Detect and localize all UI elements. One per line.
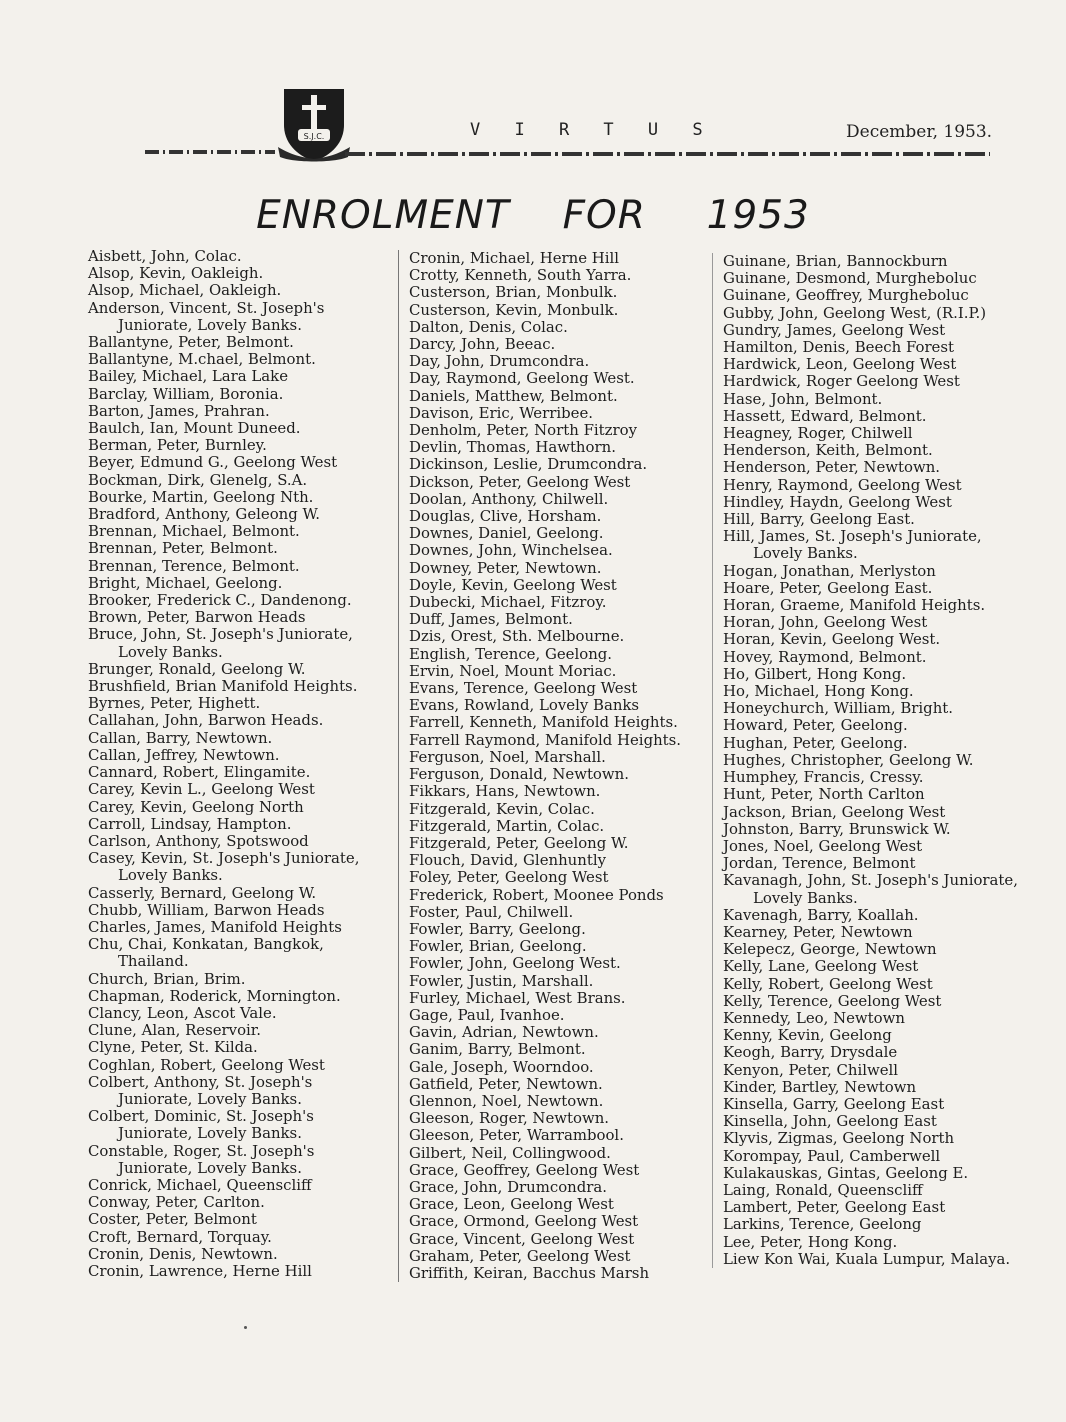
enrolment-entry: Fowler, Barry, Geelong. [409,919,586,938]
enrolment-entry: Hunt, Peter, North Carlton [723,785,925,804]
enrolment-entry: Dubecki, Michael, Fitzroy. [409,593,607,612]
enrolment-entry: Daniels, Matthew, Belmont. [409,386,618,405]
enrolment-entry: Colbert, Anthony, St. Joseph's Juniorate, Lovely Banks. [88,1072,318,1108]
enrolment-entry: English, Terence, Geelong. [409,644,613,663]
enrolment-entry: Ho, Gilbert, Hong Kong. [723,664,907,683]
enrolment-entry: Dzis, Orest, Sth. Melbourne. [409,627,625,646]
enrolment-entry: Kinder, Bartley, Newtown [723,1077,917,1096]
enrolment-entry: Horan, Kevin, Geelong West. [723,630,941,649]
enrolment-entry: Constable, Roger, St. Joseph's Juniorate, Lovely Banks. [88,1141,320,1177]
enrolment-entry: Jones, Noel, Geelong West [723,836,923,855]
enrolment-entry: Devlin, Thomas, Hawthorn. [409,438,616,457]
enrolment-entry: Downey, Peter, Newtown. [409,558,602,577]
masthead-title: V I R T U S [470,120,715,140]
enrolment-entry: Keogh, Barry, Drysdale [723,1043,898,1062]
enrolment-entry: Cronin, Denis, Newtown. [88,1244,278,1263]
enrolment-entry: Kennedy, Leo, Newtown [723,1008,905,1027]
enrolment-entry: Kenyon, Peter, Chilwell [723,1060,899,1079]
enrolment-entry: Kulakauskas, Gintas, Geelong E. [723,1163,969,1182]
enrolment-entry: Colbert, Dominic, St. Joseph's Juniorate, Lovely Banks. [88,1107,319,1143]
enrolment-entry: Laing, Ronald, Queenscliff [723,1180,923,1199]
enrolment-entry: Evans, Rowland, Lovely Banks [409,696,640,715]
enrolment-entry: Darcy, John, Beeac. [409,335,556,354]
enrolment-column-2 [398,250,709,1282]
enrolment-entry: Hardwick, Roger Geelong West [723,372,960,391]
enrolment-entry: Foster, Paul, Chilwell. [409,902,574,921]
enrolment-entry: Evans, Terence, Geelong West [409,679,638,698]
enrolment-entry: Chubb, William, Barwon Heads [88,900,325,919]
enrolment-entry: Kavenagh, Barry, Koallah. [723,905,919,924]
enrolment-entry: Brennan, Michael, Belmont. [88,522,300,541]
enrolment-entry: Aisbett, John, Colac. [88,247,242,265]
enrolment-entry: Klyvis, Zigmas, Geelong North [723,1129,955,1148]
svg-text:S.J.C.: S.J.C. [303,132,325,141]
enrolment-entry: Horan, John, Geelong West [723,613,928,632]
enrolment-column-3 [712,253,1023,1268]
enrolment-entry: Church, Brian, Brim. [88,969,246,988]
enrolment-entry: Grace, Ormond, Geelong West [409,1212,639,1231]
enrolment-entry: Clyne, Peter, St. Kilda. [88,1038,258,1057]
enrolment-entry: Hindley, Haydn, Geelong West [723,492,952,511]
enrolment-entry: Alsop, Michael, Oakleigh. [88,281,282,300]
enrolment-entry: Barclay, William, Boronia. [88,384,284,403]
enrolment-entry: Fowler, John, Geelong West. [409,954,621,973]
enrolment-entry: Grace, Geoffrey, Geelong West [409,1160,640,1179]
enrolment-entry: Alsop, Kevin, Oakleigh. [88,264,264,283]
enrolment-entry: Cronin, Michael, Herne Hill [409,249,620,267]
enrolment-entry: Bruce, John, St. Joseph's Juniorate, Lovely Banks. [88,625,358,661]
enrolment-entry: Doolan, Anthony, Chilwell. [409,489,609,508]
enrolment-entry: Ballantyne, Peter, Belmont. [88,333,294,352]
enrolment-entry: Hoare, Peter, Geelong East. [723,578,933,597]
enrolment-entry: Ferguson, Donald, Newtown. [409,765,629,784]
title-word-enrolment: ENROLMENT [256,193,510,238]
enrolment-entry: Downes, Daniel, Geelong. [409,524,604,543]
enrolment-entry: Howard, Peter, Geelong. [723,716,908,735]
enrolment-entry: Larkins, Terence, Geelong [723,1215,922,1234]
enrolment-entry: Barton, James, Prahran. [88,401,270,420]
enrolment-entry: Gale, Joseph, Woorndoo. [409,1057,594,1076]
enrolment-entry: Humphey, Francis, Cressy. [723,768,924,787]
enrolment-entry: Casey, Kevin, St. Joseph's Juniorate, Lovely Banks. [88,849,365,885]
enrolment-entry: Kelly, Terence, Geelong West [723,991,942,1010]
enrolment-entry: Henderson, Peter, Newtown. [723,458,941,477]
enrolment-entry: Kinsella, Garry, Geelong East [723,1094,945,1113]
enrolment-entry: Fitzgerald, Martin, Colac. [409,816,605,835]
enrolment-entry: Gubby, John, Geelong West, (R.I.P.) [723,303,987,322]
enrolment-entry: Hughan, Peter, Geelong. [723,733,908,752]
enrolment-entry: Bradford, Anthony, Geleong W. [88,505,320,524]
enrolment-entry: Coster, Peter, Belmont [88,1210,257,1229]
enrolment-entry: Downes, John, Winchelsea. [409,541,613,560]
enrolment-entry: Gilbert, Neil, Collingwood. [409,1143,611,1162]
enrolment-entry: Anderson, Vincent, St. Joseph's Juniorate, Lovely Banks. [88,298,330,334]
enrolment-entry: Cronin, Lawrence, Herne Hill [88,1261,312,1280]
enrolment-entry: Hughes, Christopher, Geelong W. [723,750,974,769]
page-speck [244,1326,247,1329]
enrolment-entry: Davison, Eric, Werribee. [409,403,594,422]
enrolment-entry: Ervin, Noel, Mount Moriac. [409,661,617,680]
enrolment-entry: Guinane, Geoffrey, Murgheboluc [723,286,969,305]
enrolment-entry: Baulch, Ian, Mount Duneed. [88,419,301,438]
enrolment-entry: Bourke, Martin, Geelong Nth. [88,487,314,506]
enrolment-entry: Ho, Michael, Hong Kong. [723,682,914,701]
enrolment-entry: Glennon, Noel, Newtown. [409,1091,604,1110]
enrolment-entry: Fowler, Brian, Geelong. [409,937,587,956]
enrolment-entry: Grace, Vincent, Geelong West [409,1229,635,1248]
enrolment-entry: Lambert, Peter, Geelong East [723,1198,946,1217]
enrolment-entry: Hill, Barry, Geelong East. [723,510,915,529]
enrolment-entry: Kelly, Robert, Geelong West [723,974,933,993]
page-header [0,0,1066,180]
enrolment-entry: Douglas, Clive, Horsham. [409,507,602,526]
header-rule-left [145,150,275,154]
enrolment-entry: Hamilton, Denis, Beech Forest [723,338,954,357]
enrolment-entry: Doyle, Kevin, Geelong West [409,575,617,594]
enrolment-entry: Griffith, Keiran, Bacchus Marsh [409,1263,650,1282]
enrolment-entry: Day, Raymond, Geelong West. [409,369,635,388]
enrolment-entry: Guinane, Desmond, Murgheboluc [723,269,977,288]
enrolment-entry: Flouch, David, Glenhuntly [409,851,607,870]
enrolment-entry: Hill, James, St. Joseph's Juniorate, Lovely Banks. [723,527,987,563]
title-word-for: FOR [562,193,646,238]
enrolment-entry: Callan, Barry, Newtown. [88,728,273,747]
enrolment-entry: Kelly, Lane, Geelong West [723,957,919,976]
enrolment-entry: Fikkars, Hans, Newtown. [409,782,601,801]
enrolment-entry: Fitzgerald, Kevin, Colac. [409,799,595,818]
enrolment-entry: Gavin, Adrian, Newtown. [409,1023,599,1042]
enrolment-entry: Bockman, Dirk, Glenelg, S.A. [88,470,308,489]
enrolment-entry: Fitzgerald, Peter, Geelong W. [409,833,629,852]
enrolment-entry: Fowler, Justin, Marshall. [409,971,594,990]
title-word-year: 1953 [706,193,810,238]
enrolment-entry: Clancy, Leon, Ascot Vale. [88,1003,277,1022]
enrolment-entry: Ballantyne, M.chael, Belmont. [88,350,316,369]
enrolment-entry: Callahan, John, Barwon Heads. [88,711,324,730]
enrolment-entry: Gage, Paul, Ivanhoe. [409,1005,565,1024]
enrolment-entry: Hase, John, Belmont. [723,389,883,408]
enrolment-entry: Custerson, Kevin, Monbulk. [409,300,619,319]
enrolment-entry: Carroll, Lindsay, Hampton. [88,814,292,833]
enrolment-entry: Dalton, Denis, Colac. [409,317,568,336]
enrolment-entry: Kavanagh, John, St. Joseph's Juniorate, Lovely Banks. [723,871,1023,907]
enrolment-entry: Lee, Peter, Hong Kong. [723,1232,898,1251]
enrolment-entry: Brennan, Terence, Belmont. [88,556,300,575]
enrolment-entry: Korompay, Paul, Camberwell [723,1146,941,1165]
enrolment-entry: Bright, Michael, Geelong. [88,573,283,592]
enrolment-entry: Jordan, Terence, Belmont [723,854,916,873]
enrolment-entry: Charles, James, Manifold Heights [88,917,342,936]
enrolment-entry: Crotty, Kenneth, South Yarra. [409,266,632,285]
enrolment-entry: Conrick, Michael, Queenscliff [88,1175,312,1194]
enrolment-entry: Hassett, Edward, Belmont. [723,406,927,425]
enrolment-entry: Heagney, Roger, Chilwell [723,424,913,443]
enrolment-entry: Jackson, Brian, Geelong West [723,802,946,821]
enrolment-entry: Gundry, James, Geelong West [723,320,946,339]
enrolment-entry: Hovey, Raymond, Belmont. [723,647,927,666]
page-title [0,193,1066,238]
enrolment-entry: Farrell Raymond, Manifold Heights. [409,730,682,749]
enrolment-entry: Furley, Michael, West Brans. [409,988,626,1007]
enrolment-entry: Liew Kon Wai, Kuala Lumpur, Malaya. [723,1249,1011,1268]
enrolment-entry: Gleeson, Roger, Newtown. [409,1109,610,1128]
enrolment-entry: Gleeson, Peter, Warrambool. [409,1126,624,1145]
enrolment-entry: Henry, Raymond, Geelong West [723,475,962,494]
enrolment-entry: Foley, Peter, Geelong West [409,868,609,887]
enrolment-entry: Grace, Leon, Geelong West [409,1195,614,1214]
enrolment-entry: Duff, James, Belmont. [409,610,573,629]
enrolment-entry: Kearney, Peter, Newtown [723,922,913,941]
enrolment-entry: Honeychurch, William, Bright. [723,699,954,718]
enrolment-entry: Gatfield, Peter, Newtown. [409,1074,603,1093]
enrolment-entry: Cannard, Robert, Elingamite. [88,763,311,782]
enrolment-entry: Carey, Kevin L., Geelong West [88,780,315,799]
enrolment-entry: Kinsella, John, Geelong East [723,1112,937,1131]
enrolment-entry: Brunger, Ronald, Geelong W. [88,659,306,678]
enrolment-entry: Day, John, Drumcondra. [409,352,590,371]
issue-date: December, 1953. [846,122,993,142]
enrolment-entry: Hardwick, Leon, Geelong West [723,355,957,374]
enrolment-entry: Byrnes, Peter, Highett. [88,694,261,713]
enrolment-entry: Kelepecz, George, Newtown [723,940,937,959]
enrolment-entry: Berman, Peter, Burnley. [88,436,267,455]
enrolment-entry: Brooker, Frederick C., Dandenong. [88,591,352,610]
header-rule-right [345,152,990,156]
enrolment-entry: Henderson, Keith, Belmont. [723,441,933,460]
enrolment-entry: Brennan, Peter, Belmont. [88,539,278,558]
enrolment-entry: Farrell, Kenneth, Manifold Heights. [409,713,678,732]
enrolment-entry: Beyer, Edmund G., Geelong West [88,453,338,472]
enrolment-entry: Conway, Peter, Carlton. [88,1193,265,1212]
enrolment-entry: Casserly, Bernard, Geelong W. [88,883,317,902]
enrolment-entry: Chu, Chai, Konkatan, Bangkok, Thailand. [88,935,329,971]
enrolment-entry: Brushfield, Brian Manifold Heights. [88,677,358,696]
enrolment-entry: Grace, John, Drumcondra. [409,1177,608,1196]
enrolment-entry: Horan, Graeme, Manifold Heights. [723,596,986,615]
enrolment-entry: Bailey, Michael, Lara Lake [88,367,289,386]
enrolment-entry: Frederick, Robert, Moonee Ponds [409,885,664,904]
enrolment-entry: Callan, Jeffrey, Newtown. [88,745,280,764]
enrolment-entry: Custerson, Brian, Monbulk. [409,283,618,302]
enrolment-entry: Croft, Bernard, Torquay. [88,1227,272,1246]
enrolment-entry: Denholm, Peter, North Fitzroy [409,421,637,440]
enrolment-entry: Coghlan, Robert, Geelong West [88,1055,325,1074]
enrolment-entry: Ferguson, Noel, Marshall. [409,747,606,766]
enrolment-entry: Dickson, Peter, Geelong West [409,472,631,491]
enrolment-entry: Chapman, Roderick, Mornington. [88,986,341,1005]
college-crest-icon [278,85,350,163]
enrolment-entry: Brown, Peter, Barwon Heads [88,608,306,627]
enrolment-entry: Johnston, Barry, Brunswick W. [723,819,951,838]
enrolment-entry: Carey, Kevin, Geelong North [88,797,304,816]
enrolment-column-1 [88,248,388,1280]
enrolment-entry: Ganim, Barry, Belmont. [409,1040,586,1059]
enrolment-entry: Hogan, Jonathan, Merlyston [723,561,936,580]
enrolment-entry: Guinane, Brian, Bannockburn [723,252,948,270]
enrolment-entry: Graham, Peter, Geelong West [409,1246,631,1265]
enrolment-entry: Kenny, Kevin, Geelong [723,1026,892,1045]
enrolment-entry: Clune, Alan, Reservoir. [88,1021,262,1040]
enrolment-entry: Dickinson, Leslie, Drumcondra. [409,455,648,474]
enrolment-entry: Carlson, Anthony, Spotswood [88,831,309,850]
